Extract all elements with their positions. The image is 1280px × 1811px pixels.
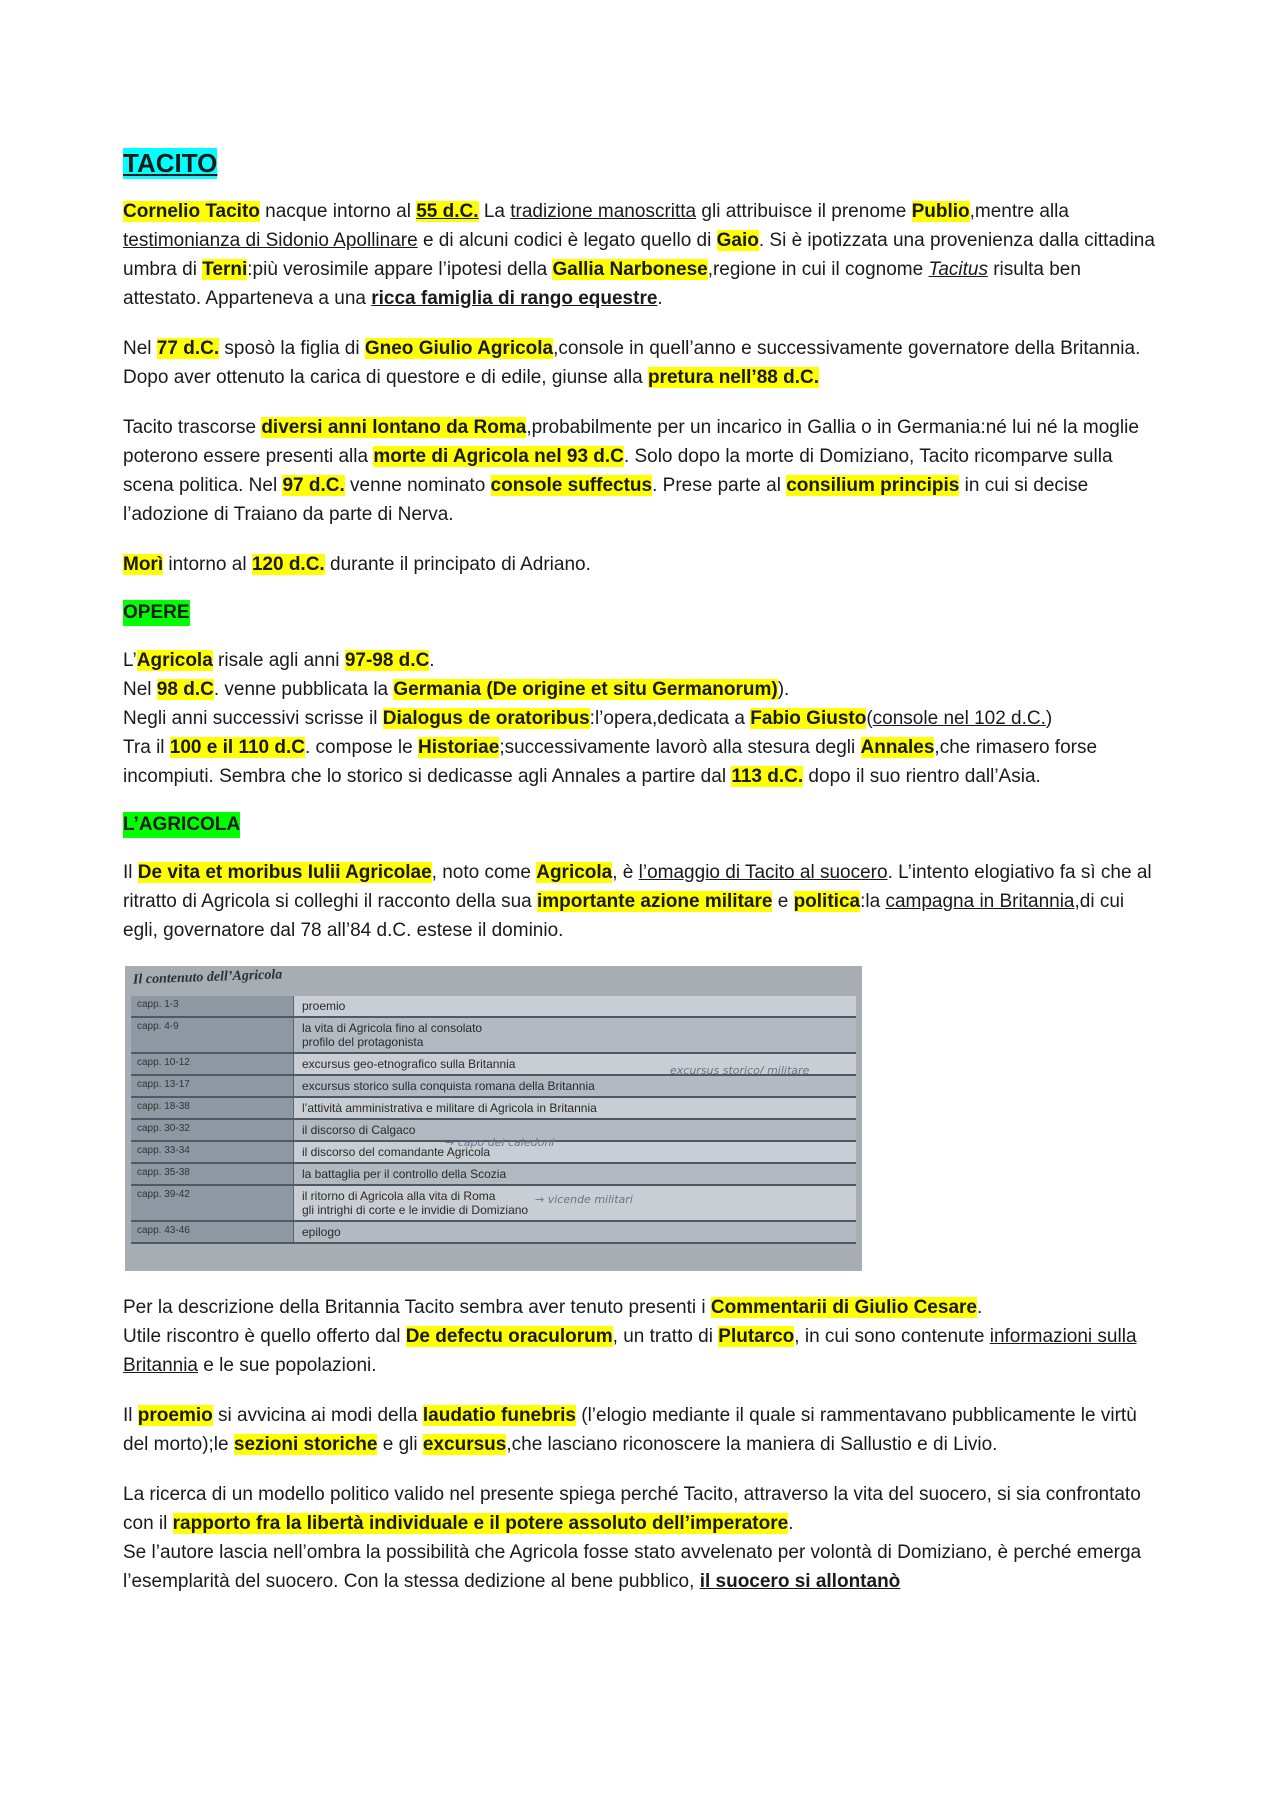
text: , un tratto di [612, 1326, 719, 1347]
text: Il [123, 1405, 138, 1426]
text: Nel [123, 679, 157, 700]
section-heading-agricola: L’AGRICOLA [123, 812, 240, 838]
paragraph-fonti [123, 1293, 1163, 1380]
paragraph-carriera [123, 413, 1163, 529]
text: ,regione in cui il cognome [707, 259, 929, 280]
text: in cui si decise l’adozione di Traiano da parte di Nerva. [123, 475, 1089, 525]
text: ) [1045, 708, 1053, 729]
text: , in cui sono contenute [794, 1326, 990, 1347]
text: ,console in quell’anno e successivamente governatore della Britannia. Dopo aver ottenuto la carica di questore e di edile, giunse alla [123, 338, 1141, 388]
paragraph-matrimonio [123, 334, 1163, 392]
highlight: Fabio Giusto [750, 708, 867, 729]
text: dopo il suo rientro dall’Asia. [803, 766, 1041, 787]
text: :l’opera,dedicata a [589, 708, 751, 729]
text: La ricerca di un modello politico valido nel presente spiega perché Tacito, attraverso la vita del suocero, si sia confrontato con il [123, 1484, 1141, 1534]
table-cell-chapters: capp. 4-9 [131, 1018, 293, 1052]
table-row [131, 1164, 856, 1186]
text: . compose le [305, 737, 418, 758]
text: :più verosimile appare l’ipotesi della [247, 259, 553, 280]
table-cell-content: la vita di Agricola fino al consolato profilo del protagonista [293, 1018, 856, 1052]
table-cell-chapters: capp. 39-42 [131, 1186, 293, 1220]
table-cell-chapters: capp. 30-32 [131, 1120, 293, 1140]
underlined-text: informazioni sulla Britannia [123, 1326, 1137, 1376]
highlight: Agricola [136, 650, 213, 671]
paragraph-agricola [123, 858, 1163, 945]
text: ( [866, 708, 873, 729]
table-cell-content: il discorso di Calgaco [293, 1120, 856, 1140]
text: ). [777, 679, 790, 700]
highlight: pretura nell’88 d.C. [647, 367, 819, 388]
highlight: Annales [860, 737, 935, 758]
highlight: Gaio [716, 230, 759, 251]
table-cell-chapters: capp. 10-12 [131, 1054, 293, 1074]
underlined-text: l’omaggio di Tacito al suocero [638, 862, 888, 883]
handwritten-note: → vicende militari [535, 1193, 633, 1206]
text: durante il principato di Adriano. [324, 554, 591, 575]
text: ,che lasciano riconoscere la maniera di Sallustio e di Livio. [506, 1434, 998, 1455]
italic-text: Tacitus [928, 259, 988, 280]
highlight: 77 d.C. [156, 338, 220, 359]
paragraph-morte [123, 550, 1163, 579]
underlined-text: testimonianza di Sidonio Apollinare [123, 230, 418, 251]
highlight: morte di Agricola nel 93 d.C [373, 446, 624, 467]
underlined-text: tradizione manoscritta [510, 201, 697, 222]
text: L’ [123, 650, 137, 671]
underlined-text: console nel 102 d.C. [872, 708, 1046, 729]
highlight: 97 d.C. [282, 475, 345, 496]
text: Se l’autore lascia nell’ombra la possibilità che Agricola fosse stato avvelenato per volontà di Domiziano, è perché emerga l’esemplarità del suocero. Con la stessa dedizione al bene pubblico, [123, 1542, 1142, 1592]
table-title: Il contenuto dell’Agricola [132, 967, 283, 988]
page-title: TACITO [123, 148, 218, 178]
handwritten-note: excursus storico/ militare [670, 1064, 810, 1077]
document-page [123, 148, 1163, 1617]
text: sposò la figlia di [219, 338, 365, 359]
text: Nel [123, 338, 157, 359]
text: e gli [377, 1434, 423, 1455]
highlight: 113 d.C. [731, 766, 804, 787]
text: (l’elogio mediante il quale si rammentavano pubblicamente le virtù del morto);le [123, 1405, 1137, 1455]
text: , noto come [431, 862, 537, 883]
text: :la [860, 891, 886, 912]
highlight: Agricola [536, 862, 613, 883]
table-cell-content: excursus geo-etnografico sulla Britannia [293, 1054, 856, 1074]
highlight: diversi anni lontano da Roma [261, 417, 527, 438]
highlight: console suffectus [490, 475, 653, 496]
text: . [788, 1513, 794, 1534]
table-row [131, 1222, 856, 1244]
text: . Prese parte al [652, 475, 787, 496]
section-heading-opere: OPERE [123, 600, 190, 626]
table-cell-chapters: capp. 43-46 [131, 1222, 293, 1242]
text: . venne pubblicata la [213, 679, 394, 700]
text: , è [612, 862, 639, 883]
highlight: Commentarii di Giulio Cesare [710, 1297, 977, 1318]
highlight: 120 d.C. [251, 554, 325, 575]
highlight: consilium principis [786, 475, 960, 496]
highlight: Gneo Giulio Agricola [364, 338, 554, 359]
text: . [976, 1297, 983, 1318]
highlight: Terni [202, 259, 248, 280]
highlight: 55 d.C. [416, 201, 479, 222]
paragraph-opere [123, 646, 1163, 791]
text: Per la descrizione della Britannia Tacito sembra aver tenuto presenti i [123, 1297, 711, 1318]
highlight: Cornelio Tacito [123, 201, 260, 222]
table-cell-content: il ritorno di Agricola alla vita di Roma gli intrighi di corte e le invidie di Domiziano [293, 1186, 856, 1220]
highlight: Historiae [418, 737, 500, 758]
highlight: De vita et moribus Iulii Agricolae [137, 862, 432, 883]
text: ,probabilmente per un incarico in Gallia o in Germania:né lui né la moglie poterono essere presenti alla [123, 417, 1139, 467]
table-cell-content: il discorso del comandante Agricola [293, 1142, 856, 1162]
highlight: Morì [123, 554, 164, 575]
text: nacque intorno al [259, 201, 417, 222]
highlight: politica [793, 891, 861, 912]
table-row [131, 1186, 856, 1222]
highlight: rapporto fra la libertà individuale e il potere assoluto dell’imperatore [172, 1513, 789, 1534]
text: . [657, 288, 663, 309]
table-cell-content: la battaglia per il controllo della Scozia [293, 1164, 856, 1184]
underlined-bold-text: ricca famiglia di rango equestre [371, 288, 658, 309]
text: . L’intento elogiativo fa sì che al ritratto di Agricola si colleghi il racconto della sua [123, 862, 1152, 912]
text: Tacito trascorse [123, 417, 262, 438]
paragraph-biografia [123, 197, 1163, 313]
text: Negli anni successivi scrisse il [123, 708, 383, 729]
highlight: De defectu oraculorum [405, 1326, 613, 1347]
table-row [131, 996, 856, 1018]
paragraph-proemio [123, 1401, 1163, 1459]
handwritten-note: → capo dei caledoni [445, 1136, 555, 1149]
table-cell-content: proemio [293, 996, 856, 1016]
table-cell-content: l’attività amministrativa e militare di Agricola in Britannia [293, 1098, 856, 1118]
highlight: proemio [137, 1405, 213, 1426]
table-cell-content: epilogo [293, 1222, 856, 1242]
highlight: laudatio funebris [422, 1405, 576, 1426]
highlight: 97-98 d.C [344, 650, 430, 671]
text: intorno al [163, 554, 252, 575]
text: risulta ben attestato. Apparteneva a una [123, 259, 1081, 309]
table-cell-content: excursus storico sulla conquista romana della Britannia [293, 1076, 856, 1096]
table-cell-chapters: capp. 35-38 [131, 1164, 293, 1184]
table-rows [131, 996, 856, 1244]
table-cell-chapters: capp. 1-3 [131, 996, 293, 1016]
agricola-contents-table-photo [125, 966, 862, 1271]
paragraph-modello-politico [123, 1480, 1163, 1596]
text: Tra il [123, 737, 170, 758]
highlight: 100 e il 110 d.C [169, 737, 305, 758]
text: e le sue popolazioni. [198, 1355, 377, 1376]
table-row [131, 1076, 856, 1098]
text: Il [123, 862, 138, 883]
table-cell-chapters: capp. 13-17 [131, 1076, 293, 1096]
underlined-bold-text: il suocero si allontanò [699, 1571, 901, 1592]
text: e di alcuni codici è legato quello di [417, 230, 717, 251]
text: . Si è ipotizzata una provenienza dalla cittadina umbra di [123, 230, 1155, 280]
text: venne nominato [344, 475, 491, 496]
text: gli attribuisce il prenome [696, 201, 912, 222]
highlight: Publio [911, 201, 970, 222]
table-cell-chapters: capp. 33-34 [131, 1142, 293, 1162]
text: . [429, 650, 435, 671]
highlight: Gallia Narbonese [552, 259, 708, 280]
highlight: Germania (De origine et situ Germanorum) [393, 679, 778, 700]
text: si avvicina ai modi della [212, 1405, 423, 1426]
table-row [131, 1098, 856, 1120]
table-cell-chapters: capp. 18-38 [131, 1098, 293, 1118]
highlight: 98 d.C [156, 679, 214, 700]
underlined-text: campagna in Britannia [885, 891, 1075, 912]
table-row [131, 1018, 856, 1054]
highlight: Plutarco [718, 1326, 795, 1347]
highlight: sezioni storiche [233, 1434, 378, 1455]
text: ,di cui egli, governatore dal 78 all’84 d.C. estese il dominio. [123, 891, 1125, 941]
text: . Solo dopo la morte di Domiziano, Tacito ricomparve sulla scena politica. Nel [123, 446, 1113, 496]
text: La [478, 201, 511, 222]
highlight: Dialogus de oratoribus [382, 708, 590, 729]
text: risale agli anni [212, 650, 345, 671]
highlight: importante azione militare [536, 891, 773, 912]
text: Utile riscontro è quello offerto dal [123, 1326, 406, 1347]
text: ,mentre alla [969, 201, 1069, 222]
text: ;successivamente lavorò alla stesura degli [499, 737, 861, 758]
text: e [772, 891, 794, 912]
text: ,che rimasero forse incompiuti. Sembra che lo storico si dedicasse agli Annales a partire dal [123, 737, 1098, 787]
highlight: excursus [422, 1434, 507, 1455]
